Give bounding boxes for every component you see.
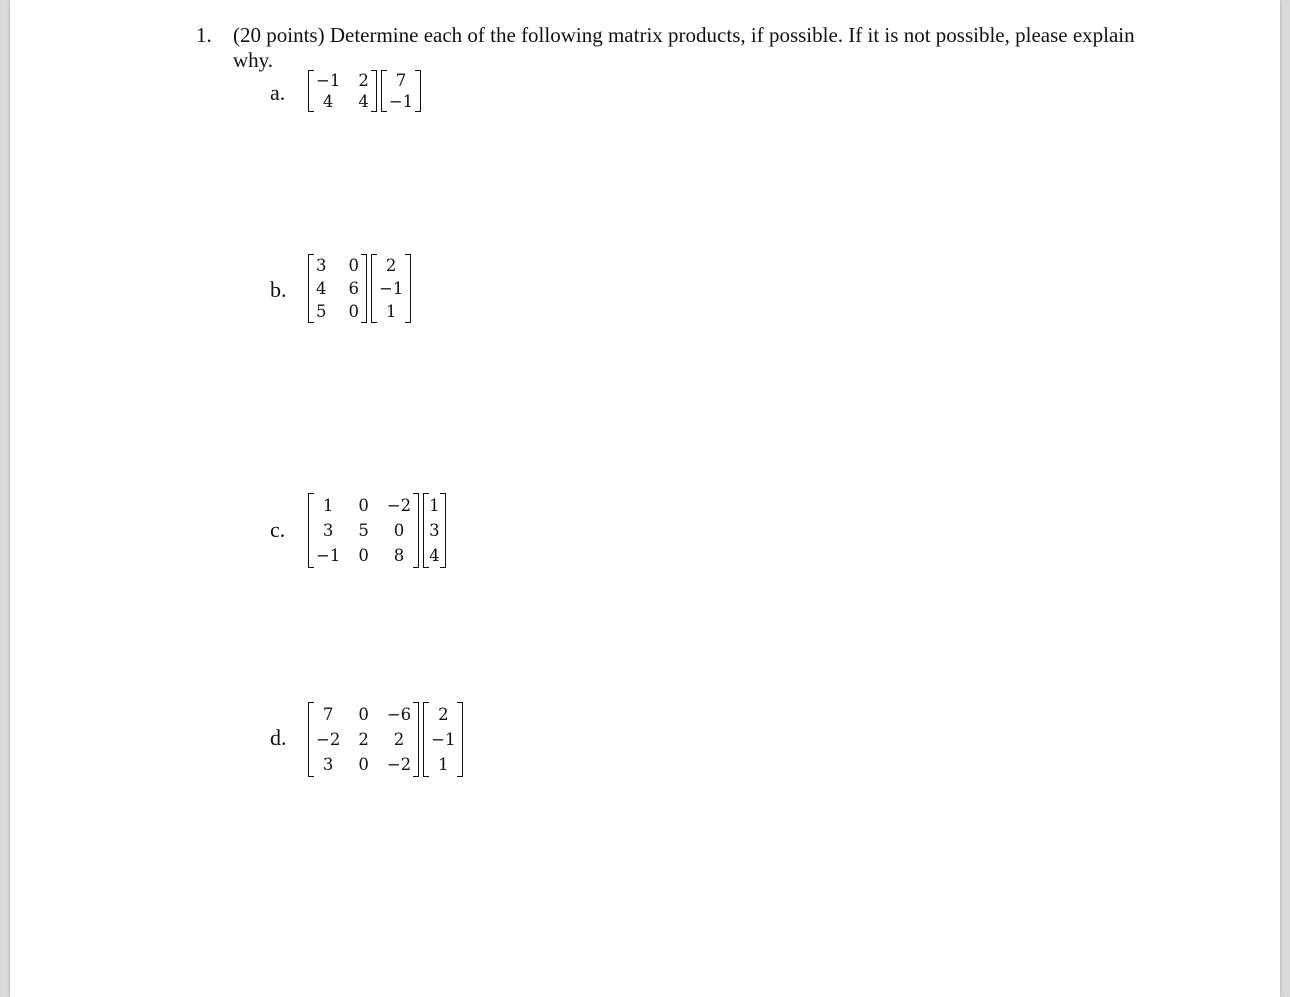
part-d-label: d.	[270, 725, 287, 750]
matrix-entry: 2	[438, 705, 449, 724]
matrix-entry: 3	[429, 521, 440, 540]
part-d-product	[308, 702, 463, 777]
matrix-entry: 3	[322, 755, 334, 774]
matrix-entry: 5	[316, 302, 327, 321]
matrix-entry: 0	[393, 521, 405, 540]
matrix-entry: 1	[322, 496, 334, 515]
question-number: 1.	[196, 23, 212, 47]
part-a-right-matrix	[381, 70, 421, 112]
matrix-entry: −1	[431, 730, 456, 749]
matrix-entry: −6	[386, 705, 412, 724]
part-b-right-matrix	[371, 254, 411, 323]
part-b-label: b.	[270, 277, 287, 302]
matrix-entry: 3	[322, 521, 334, 540]
matrix-entry: 4	[322, 92, 334, 111]
matrix-entry: 0	[358, 755, 369, 774]
matrix-entry: 0	[348, 302, 359, 321]
matrix-entry: 4	[358, 92, 369, 111]
part-c-product	[308, 493, 446, 568]
matrix-entry: 0	[358, 496, 369, 515]
matrix-entry: 0	[358, 705, 369, 724]
part-c-right-matrix	[423, 493, 446, 568]
part-a-left-matrix	[308, 70, 377, 112]
part-c-left-matrix	[308, 493, 419, 568]
part-d-left-matrix	[308, 702, 419, 777]
matrix-entry: 7	[395, 71, 407, 90]
matrix-entry: 3	[316, 256, 327, 275]
matrix-entry: 2	[358, 71, 369, 90]
matrix-entry: 1	[429, 496, 440, 515]
part-c-label: c.	[270, 517, 286, 542]
matrix-entry: −1	[388, 92, 414, 111]
part-d-right-matrix	[423, 702, 463, 777]
matrix-entry: 2	[358, 730, 369, 749]
matrix-entry: 5	[358, 521, 369, 540]
part-a-product	[308, 70, 421, 112]
matrix-entry: −2	[316, 730, 341, 749]
part-b-left-matrix	[308, 254, 367, 323]
matrix-entry: −2	[386, 496, 412, 515]
question-text: (20 points) Determine each of the following matrix products, if possible. If it is not possible, please explain why.	[233, 23, 1135, 72]
matrix-entry: 7	[322, 705, 334, 724]
matrix-entry: 6	[348, 279, 359, 298]
matrix-entry: −1	[316, 71, 341, 90]
matrix-entry: 8	[393, 546, 405, 565]
document-page	[10, 0, 1280, 997]
part-b-product	[308, 254, 411, 323]
part-a-label: a.	[270, 80, 286, 105]
matrix-entry: 1	[385, 302, 397, 321]
matrix-entry: 2	[393, 730, 405, 749]
matrix-entry: −1	[379, 279, 404, 298]
matrix-entry: 1	[438, 755, 449, 774]
matrix-entry: 2	[385, 256, 397, 275]
matrix-entry: 0	[348, 256, 359, 275]
matrix-entry: −1	[316, 546, 341, 565]
matrix-entry: 4	[316, 279, 327, 298]
matrix-entry: 0	[358, 546, 369, 565]
matrix-entry: −2	[386, 755, 412, 774]
matrix-entry: 4	[429, 546, 440, 565]
